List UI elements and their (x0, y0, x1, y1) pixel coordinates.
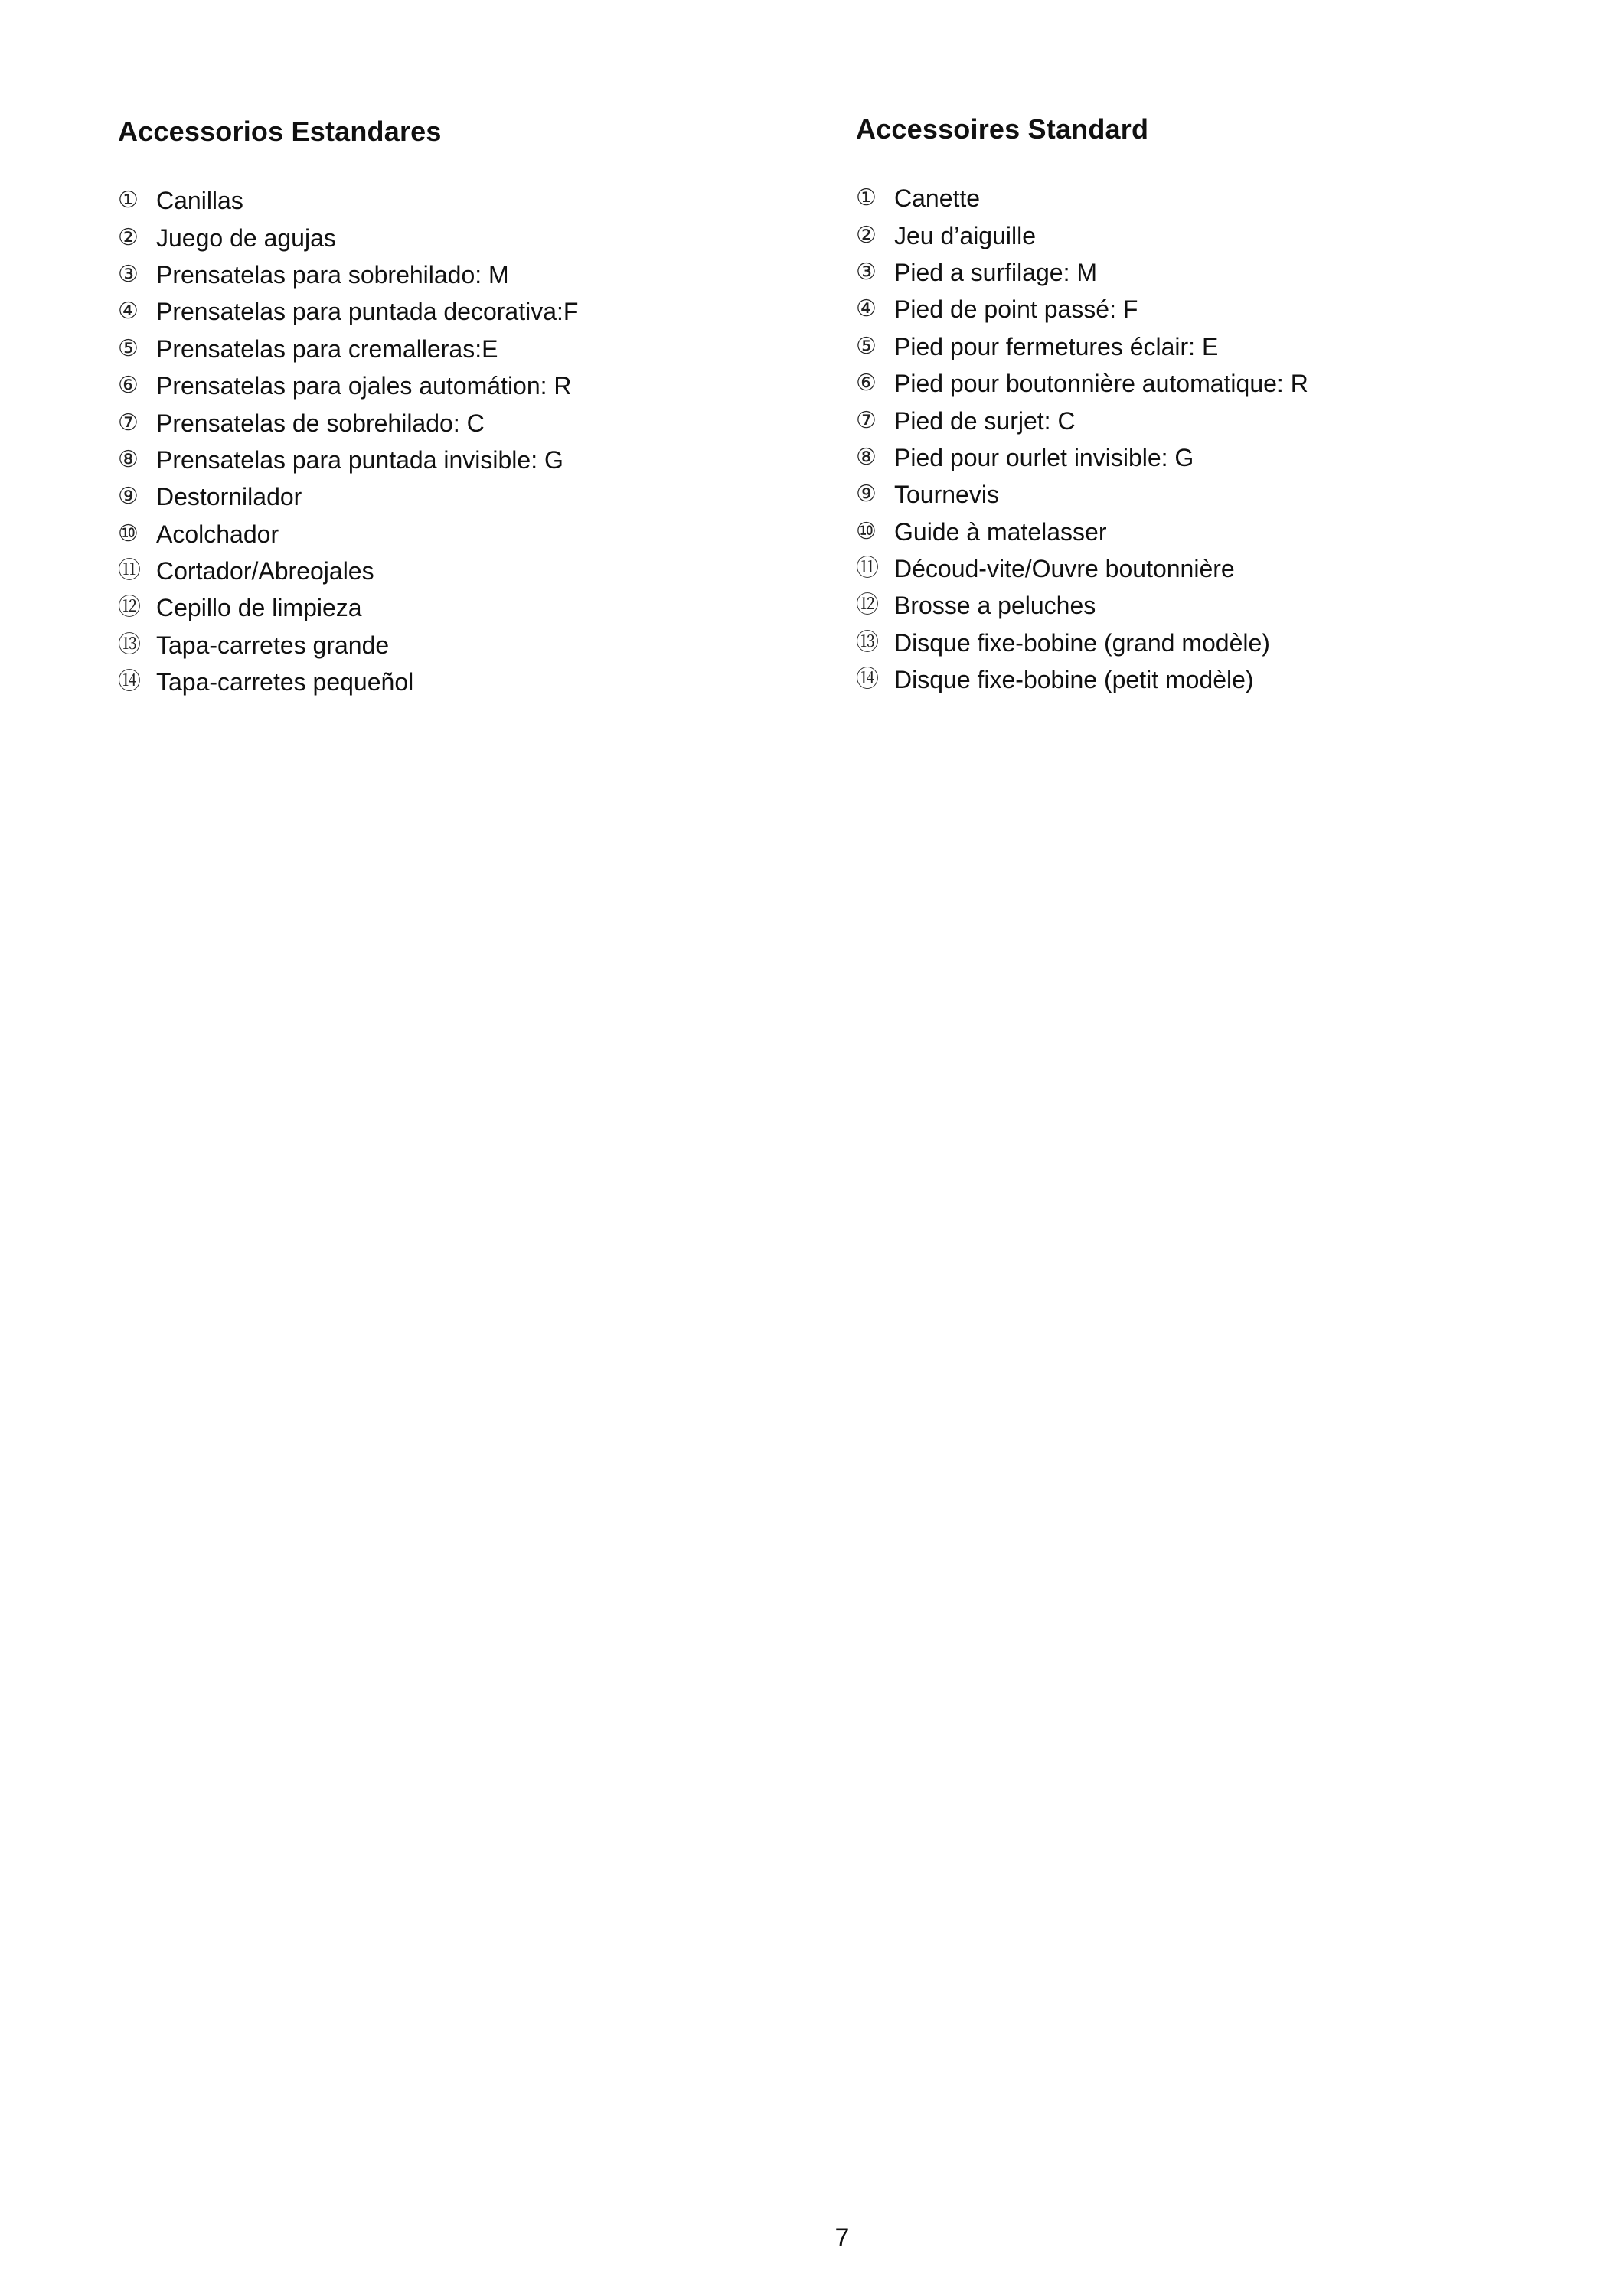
list-item (856, 587, 1545, 624)
list-item (118, 442, 807, 478)
list-item (856, 476, 1545, 513)
list-item (118, 404, 807, 441)
item-number: ⑥ (118, 372, 139, 400)
french-section-title: Accessoires Standard (856, 113, 1149, 145)
item-label: Pied pour ourlet invisible: G (894, 443, 1194, 471)
item-number: ⑧ (118, 445, 139, 473)
item-label: Tournevis (894, 481, 999, 509)
item-label: Canillas (156, 187, 243, 215)
list-item (118, 664, 807, 700)
item-number: ⑬ (118, 631, 141, 658)
list-item (118, 589, 807, 626)
item-number: ④ (856, 295, 877, 323)
item-number: ⑤ (856, 332, 877, 360)
item-label: Prensatelas para puntada decorativa:F (156, 298, 579, 326)
item-label: Pied pour fermetures éclair: E (894, 332, 1219, 360)
list-item (118, 367, 807, 404)
list-item (856, 402, 1545, 439)
item-label: Cepillo de limpieza (156, 594, 362, 622)
item-label: Tapa-carretes pequeñol (156, 668, 414, 696)
item-number: ⑬ (856, 628, 879, 656)
item-number: ⑪ (856, 555, 879, 582)
item-label: Acolchador (156, 520, 279, 548)
item-label: Pied pour boutonnière automatique: R (894, 370, 1308, 398)
list-item (118, 478, 807, 515)
item-label: Pied de surjet: C (894, 406, 1076, 435)
item-label: Juego de agujas (156, 223, 336, 252)
item-label: Prensatelas para ojales automátion: R (156, 372, 572, 400)
spanish-section-title: Accessorios Estandares (118, 116, 442, 147)
page-number: 7 (834, 2223, 850, 2252)
item-number: ⑨ (856, 481, 877, 508)
item-label: Disque fixe-bobine (petit modèle) (894, 666, 1254, 694)
item-label: Jeu d’aiguille (894, 221, 1037, 249)
item-label: Pied de point passé: F (894, 295, 1138, 324)
item-number: ⑭ (856, 666, 879, 693)
list-item (856, 254, 1545, 291)
list-item (856, 365, 1545, 402)
item-number: ③ (118, 260, 139, 288)
item-label: Prensatelas para cremalleras:E (156, 334, 498, 363)
item-number: ⑥ (856, 370, 877, 397)
french-accessory-list (856, 180, 1545, 698)
list-item (118, 516, 807, 553)
spanish-accessories-section (118, 113, 807, 700)
item-number: ⑩ (118, 520, 139, 547)
item-label: Guide à matelasser (894, 517, 1107, 546)
item-number: ⑧ (856, 443, 877, 471)
item-number: ⑪ (118, 557, 141, 585)
list-item (118, 293, 807, 330)
spanish-accessory-list (118, 182, 807, 700)
list-item (856, 514, 1545, 550)
item-number: ④ (118, 298, 139, 325)
item-label: Destornilador (156, 483, 302, 511)
list-item (856, 439, 1545, 476)
item-number: ② (856, 221, 877, 249)
item-number: ⑦ (856, 406, 877, 434)
item-label: Prensatelas para puntada invisible: G (156, 445, 563, 474)
item-label: Brosse a peluches (894, 592, 1096, 620)
item-label: Prensatelas para sobrehilado: M (156, 260, 509, 289)
item-number: ① (856, 184, 877, 212)
list-item (118, 182, 807, 219)
list-item (118, 219, 807, 256)
list-item (856, 291, 1545, 328)
item-label: Disque fixe-bobine (grand modèle) (894, 628, 1270, 657)
list-item (856, 180, 1545, 217)
list-item (856, 661, 1545, 698)
item-number: ⑤ (118, 334, 139, 362)
item-label: Découd-vite/Ouvre boutonnière (894, 555, 1235, 583)
list-item (856, 328, 1545, 365)
list-item (856, 217, 1545, 253)
item-label: Pied a surfilage: M (894, 258, 1098, 286)
list-item (118, 331, 807, 367)
list-item (856, 550, 1545, 587)
item-label: Tapa-carretes grande (156, 631, 390, 659)
list-item (118, 627, 807, 664)
item-number: ⑫ (118, 594, 141, 621)
item-number: ⑭ (118, 668, 141, 696)
item-number: ⑨ (118, 483, 139, 510)
french-accessories-section (856, 113, 1545, 698)
item-number: ③ (856, 258, 877, 285)
item-number: ⑩ (856, 517, 877, 545)
item-label: Canette (894, 184, 981, 213)
item-label: Cortador/Abreojales (156, 557, 374, 585)
item-number: ⑦ (118, 409, 139, 436)
list-item (118, 256, 807, 293)
item-number: ⑫ (856, 592, 879, 619)
item-number: ② (118, 223, 139, 251)
list-item (856, 625, 1545, 661)
item-label: Prensatelas de sobrehilado: C (156, 409, 485, 437)
list-item (118, 553, 807, 589)
item-number: ① (118, 187, 139, 214)
